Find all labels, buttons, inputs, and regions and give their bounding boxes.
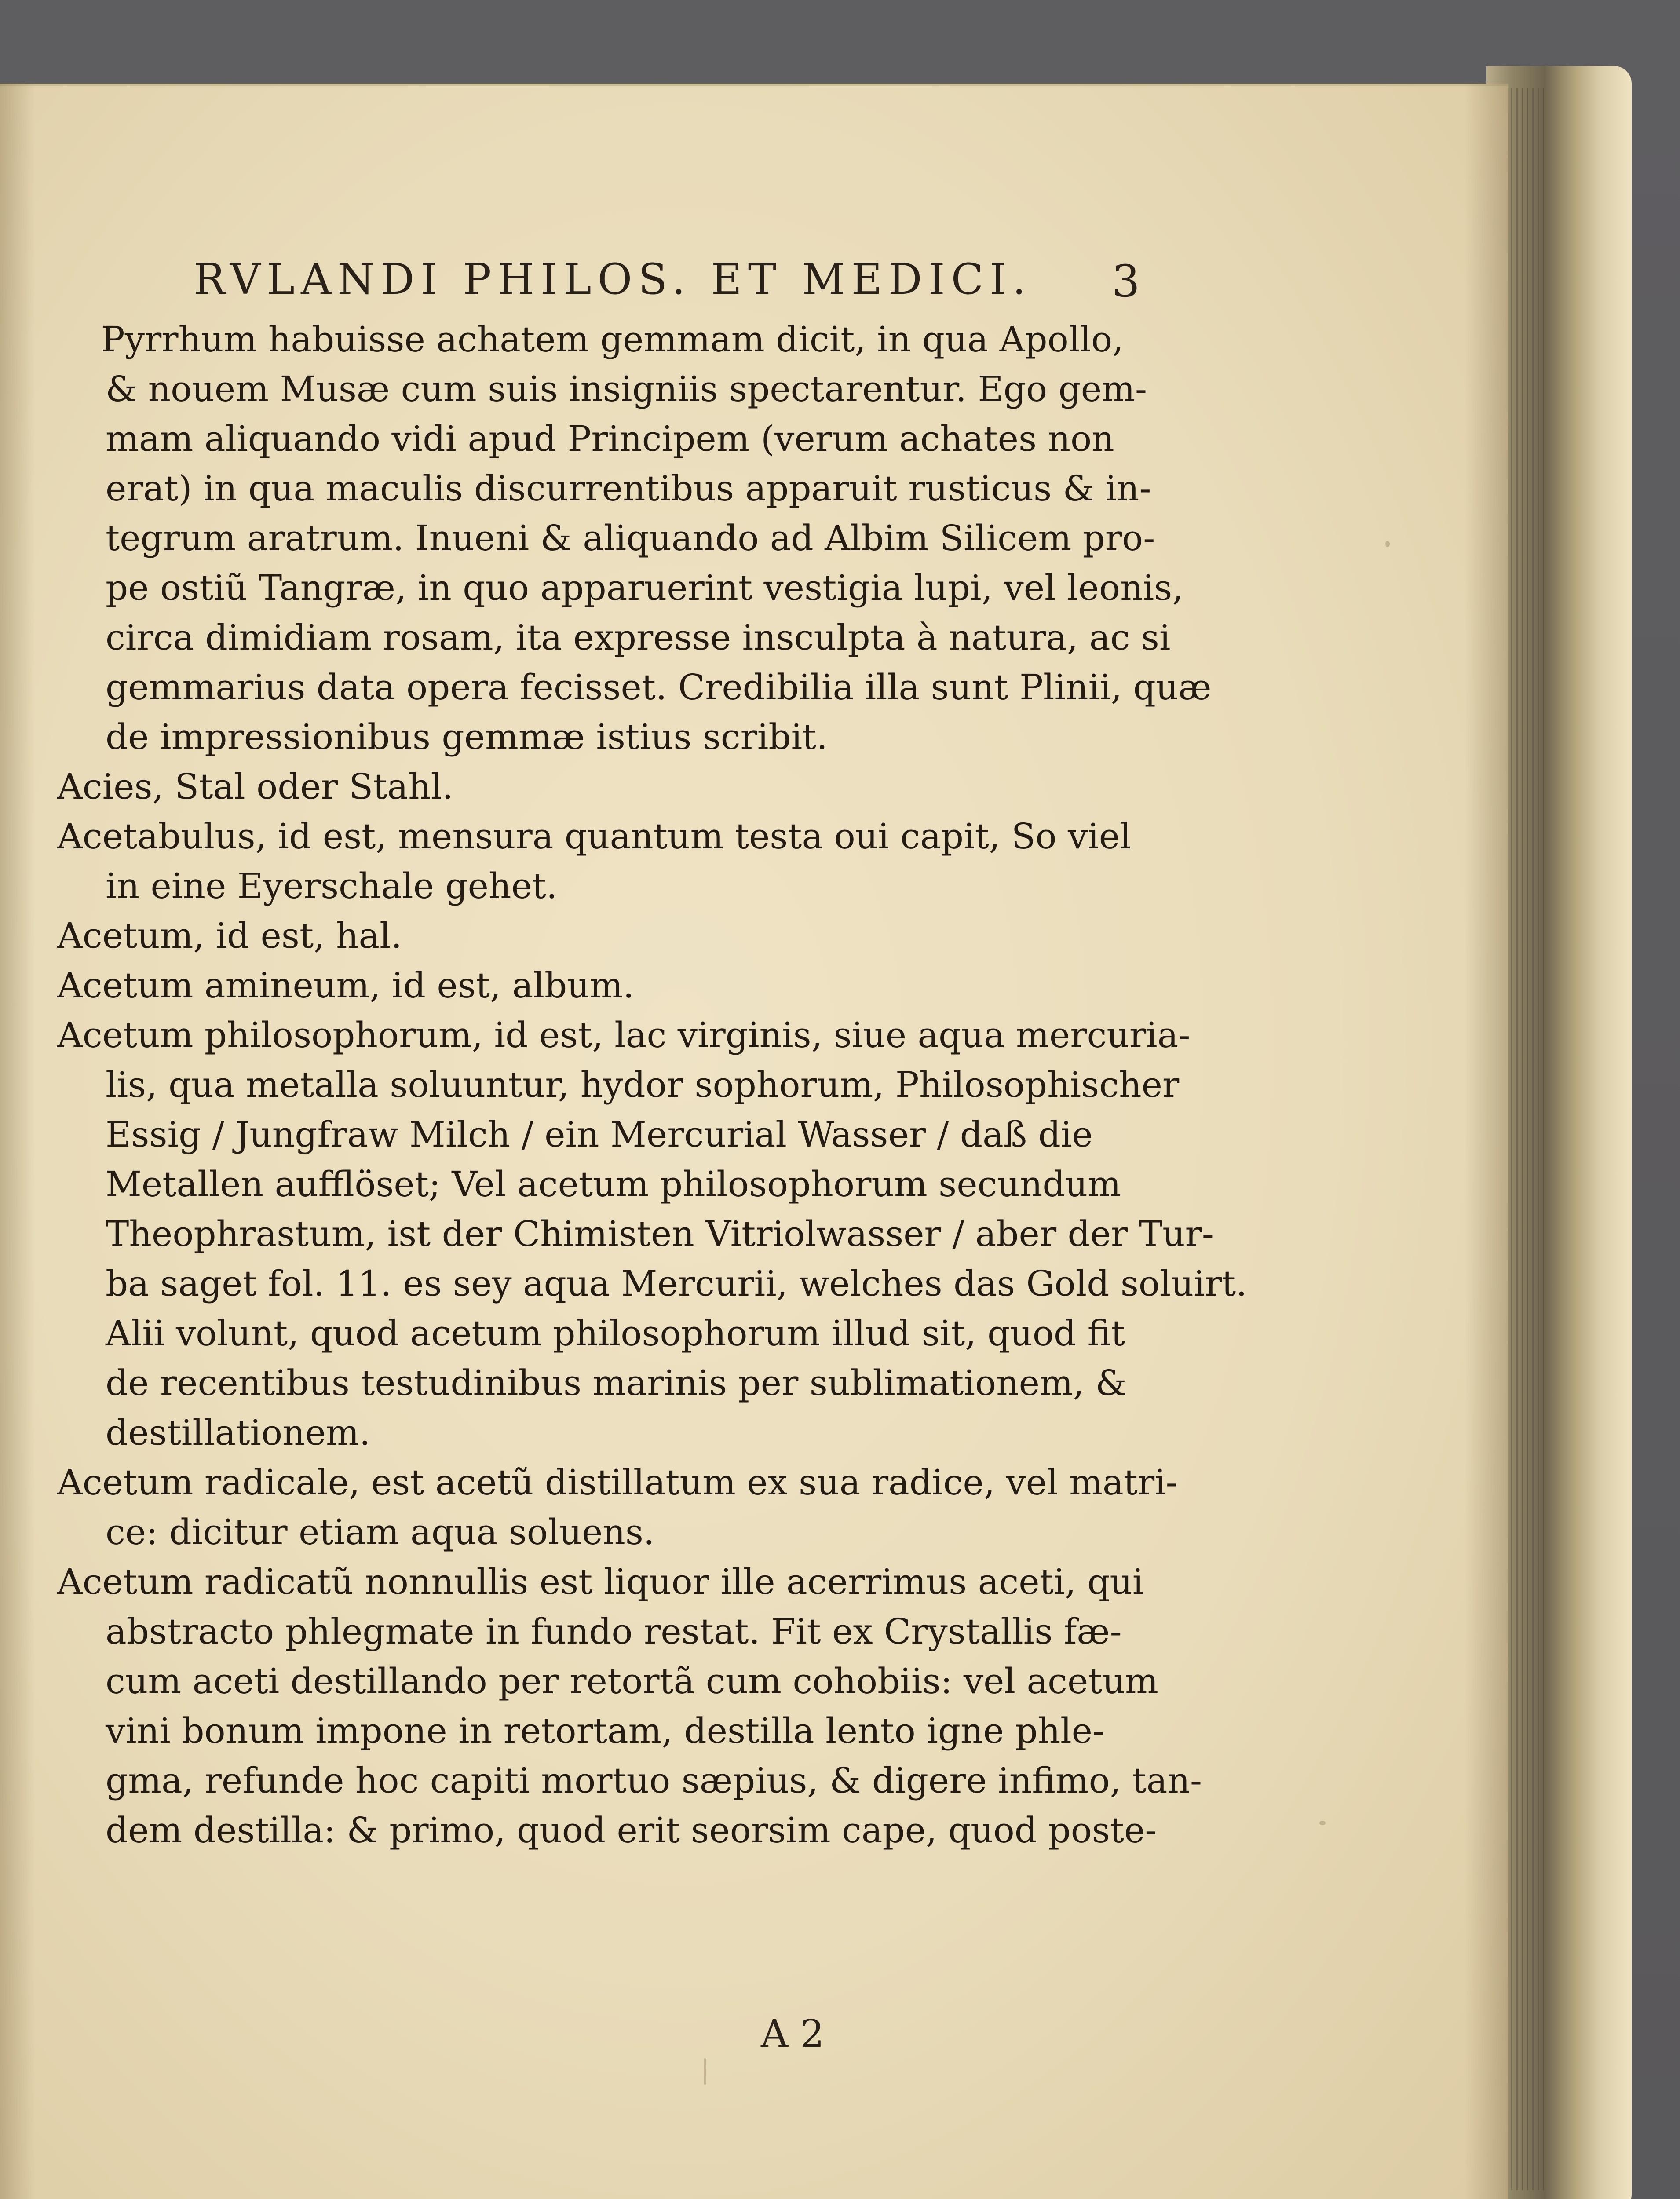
page-gutter-shadow [0,84,35,2199]
text-line: ce: dicitur etiam aqua soluens. [106,1512,655,1552]
signature-mark: A 2 [761,2012,825,2056]
entry-heading-line: Acetabulus, id est, mensura quantum testa oui capit, So viel [57,816,1131,857]
page-number: 3 [1112,256,1140,307]
entry-heading-line: Acetum radicale, est acetũ distillatum ex sua radice, vel matri- [57,1462,1178,1503]
running-head: RVLANDI PHILOS. ET MEDICI. [194,255,1032,304]
text-line: dem destilla: & primo, quod erit seorsim cape, quod poste- [106,1810,1157,1851]
entry-heading-line: Acetum, id est, hal. [57,915,402,956]
text-line: mam aliquando vidi apud Principem (verum achates non [106,418,1114,459]
text-line: & nouem Musæ cum suis insigniis spectarentur. Ego gem- [106,369,1147,409]
text-line: destillationem. [106,1412,371,1453]
text-line: tegrum aratrum. Inueni & aliquando ad Albim Silicem pro- [106,518,1155,559]
text-line: vini bonum impone in retortam, destilla lento igne phle- [106,1710,1105,1751]
text-line: lis, qua metalla soluuntur, hydor sophorum, Philosophischer [106,1064,1180,1105]
text-line: ba saget fol. 11. es sey aqua Mercurii, welches das Gold soluirt. [106,1263,1247,1304]
text-line: Essig / Jungfraw Milch / ein Mercurial Wasser / daß die [106,1114,1093,1155]
text-line: gemmarius data opera fecisset. Credibilia illa sunt Plinii, quæ [106,667,1212,708]
ink-speck [1319,1821,1326,1825]
text-block [48,314,1247,1855]
text-line: in eine Eyerschale gehet. [106,866,558,906]
text-line: cum aceti destillando per retortã cum cohobiis: vel acetum [106,1661,1158,1702]
page-edge-shadow [1465,84,1508,2199]
text-line: Alii volunt, quod acetum philosophorum illud sit, quod fit [106,1313,1125,1354]
text-line: Metallen aufflöset; Vel acetum philosophorum secundum [106,1164,1121,1205]
ink-speck [704,2058,706,2085]
entry-heading-line: Acetum amineum, id est, album. [57,965,635,1006]
ink-speck [1385,541,1390,547]
text-line: circa dimidiam rosam, ita expresse insculpta à natura, ac si [106,617,1171,658]
entry-heading-line: Acies, Stal oder Stahl. [57,766,453,807]
text-line: pe ostiũ Tangræ, in quo apparuerint vestigia lupi, vel leonis, [106,567,1183,608]
text-line: Theophrastum, ist der Chimisten Vitriolwasser / aber der Tur- [106,1213,1214,1254]
text-line: de impressionibus gemmæ istius scribit. [106,716,828,757]
text-line: gma, refunde hoc capiti mortuo sæpius, & digere infimo, tan- [106,1760,1202,1801]
text-line: erat) in qua maculis discurrentibus apparuit rusticus & in- [106,468,1151,509]
entry-heading-line: Acetum philosophorum, id est, lac virginis, siue aqua mercuria- [57,1015,1191,1056]
text-line: Pyrrhum habuisse achatem gemmam dicit, in qua Apollo, [101,319,1124,360]
text-line: abstracto phlegmate in fundo restat. Fit ex Crystallis fæ- [106,1611,1122,1652]
text-line: de recentibus testudinibus marinis per sublimationem, & [106,1363,1127,1403]
entry-heading-line: Acetum radicatũ nonnullis est liquor ille acerrimus aceti, qui [57,1561,1144,1602]
